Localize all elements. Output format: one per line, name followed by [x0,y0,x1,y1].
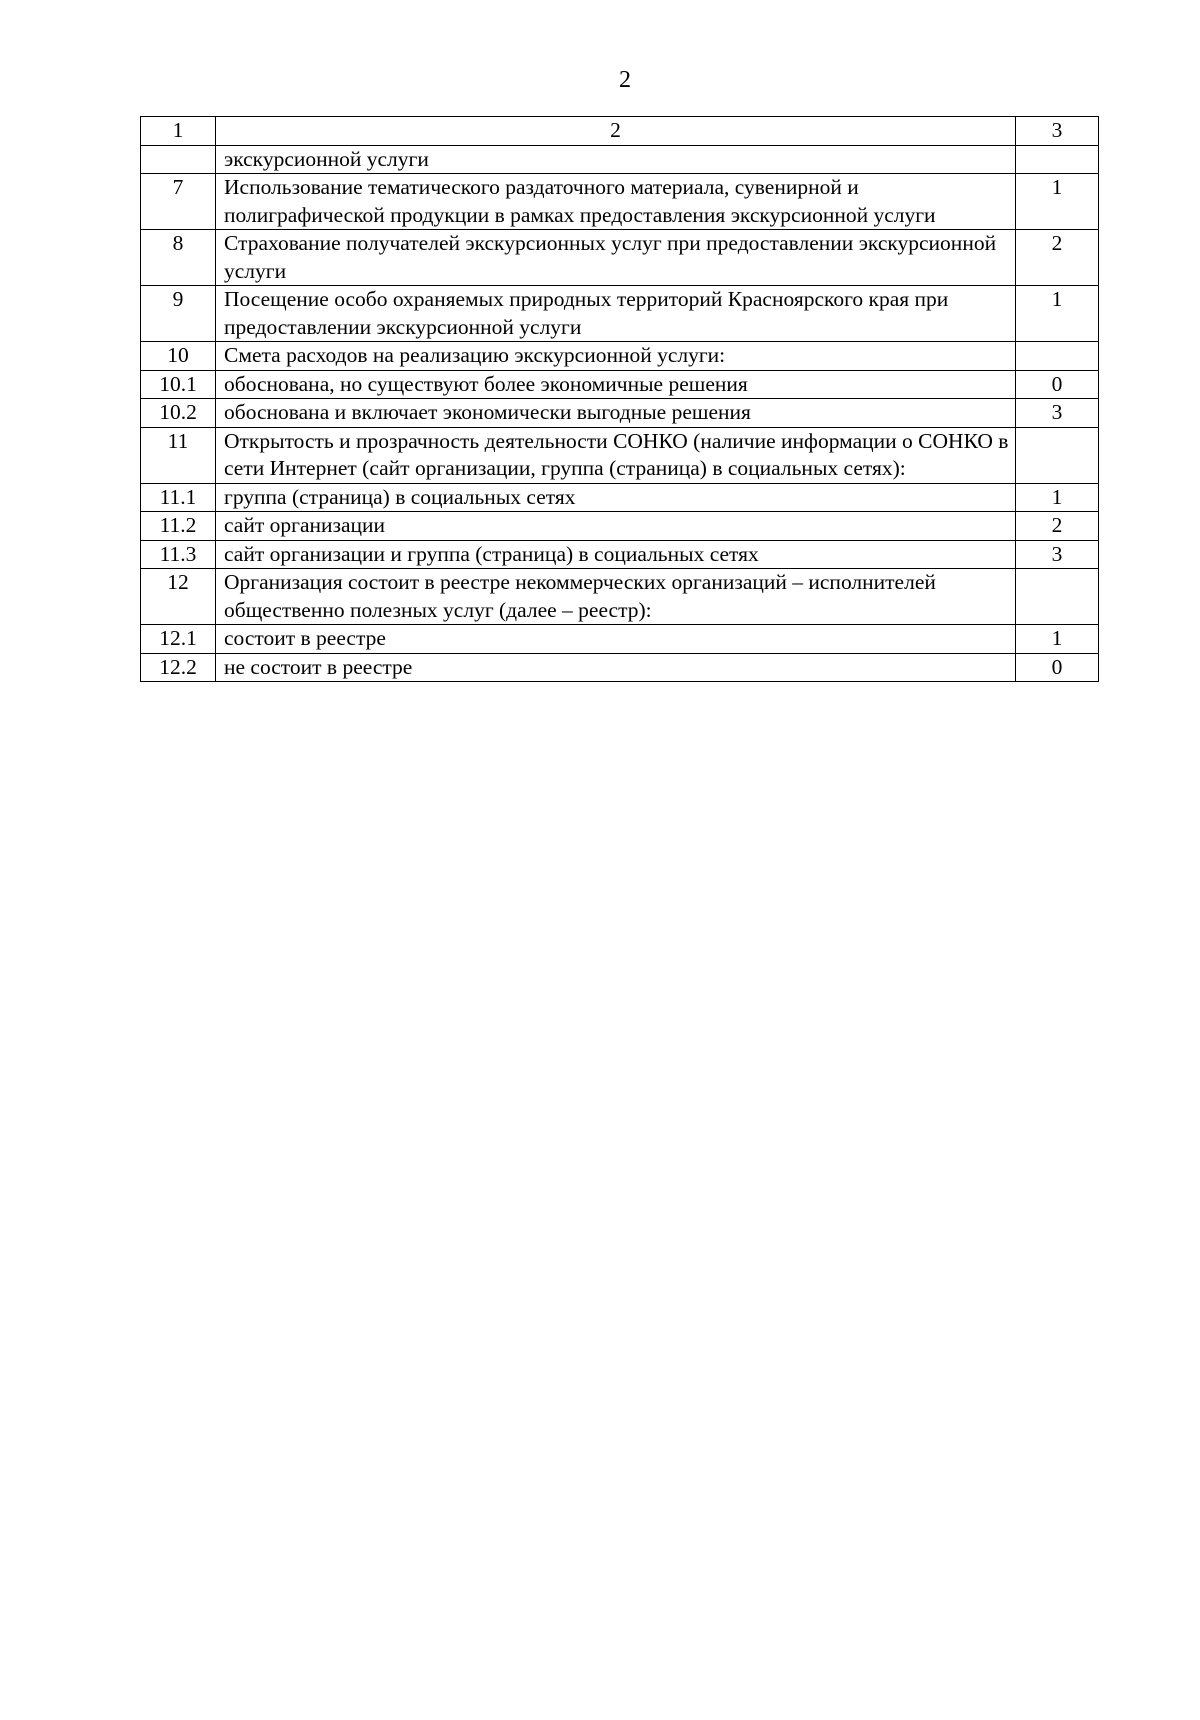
criterion-cell: состоит в реестре [216,625,1016,654]
table-row [141,625,1099,654]
table-row [141,399,1099,428]
column-header-number: 1 [141,117,216,146]
row-number-cell [141,145,216,174]
table-row [141,230,1099,286]
page-number: 2 [619,67,631,93]
row-number-cell: 7 [141,174,216,230]
criterion-cell: обоснована, но существуют более экономичные решения [216,370,1016,399]
table-row [141,427,1099,483]
criterion-cell: Открытость и прозрачность деятельности СОНКО (наличие информации о СОНКО в сети Интернет (сайт организации, группа (страница) в социальных сетях): [216,427,1016,483]
score-cell: 1 [1016,483,1099,512]
table-row [141,370,1099,399]
row-number-cell: 11 [141,427,216,483]
table-row [141,483,1099,512]
criterion-cell: сайт организации и группа (страница) в социальных сетях [216,540,1016,569]
criteria-table [140,116,1099,682]
column-header-criterion: 2 [216,117,1016,146]
row-number-cell: 12 [141,569,216,625]
score-cell: 0 [1016,653,1099,682]
criterion-cell: Организация состоит в реестре некоммерческих организаций – исполнителей общественно полезных услуг (далее – реестр): [216,569,1016,625]
table-row [141,174,1099,230]
table-row [141,540,1099,569]
table-row [141,145,1099,174]
table-header-row [141,117,1099,146]
row-number-cell: 12.2 [141,653,216,682]
table-row [141,286,1099,342]
criterion-cell: Посещение особо охраняемых природных территорий Красноярского края при предоставлении экскурсионной услуги [216,286,1016,342]
row-number-cell: 10.2 [141,399,216,428]
score-cell: 3 [1016,399,1099,428]
score-cell [1016,569,1099,625]
table-row [141,342,1099,371]
criterion-cell: не состоит в реестре [216,653,1016,682]
row-number-cell: 12.1 [141,625,216,654]
table-row [141,512,1099,541]
score-cell: 3 [1016,540,1099,569]
row-number-cell: 11.1 [141,483,216,512]
column-header-score: 3 [1016,117,1099,146]
row-number-cell: 11.3 [141,540,216,569]
score-cell [1016,145,1099,174]
score-cell: 1 [1016,174,1099,230]
criterion-cell: обоснована и включает экономически выгодные решения [216,399,1016,428]
criterion-cell: Смета расходов на реализацию экскурсионной услуги: [216,342,1016,371]
score-cell: 0 [1016,370,1099,399]
row-number-cell: 9 [141,286,216,342]
table-row [141,653,1099,682]
score-cell: 2 [1016,230,1099,286]
score-cell: 1 [1016,625,1099,654]
criterion-cell: группа (страница) в социальных сетях [216,483,1016,512]
criterion-cell: сайт организации [216,512,1016,541]
score-cell: 1 [1016,286,1099,342]
row-number-cell: 11.2 [141,512,216,541]
row-number-cell: 8 [141,230,216,286]
criterion-cell: Страхование получателей экскурсионных услуг при предоставлении экскурсионной услуги [216,230,1016,286]
score-cell [1016,342,1099,371]
table-row [141,569,1099,625]
criterion-cell: экскурсионной услуги [216,145,1016,174]
row-number-cell: 10 [141,342,216,371]
score-cell [1016,427,1099,483]
score-cell: 2 [1016,512,1099,541]
criterion-cell: Использование тематического раздаточного материала, сувенирной и полиграфической продукции в рамках предоставления экскурсионной услуги [216,174,1016,230]
row-number-cell: 10.1 [141,370,216,399]
